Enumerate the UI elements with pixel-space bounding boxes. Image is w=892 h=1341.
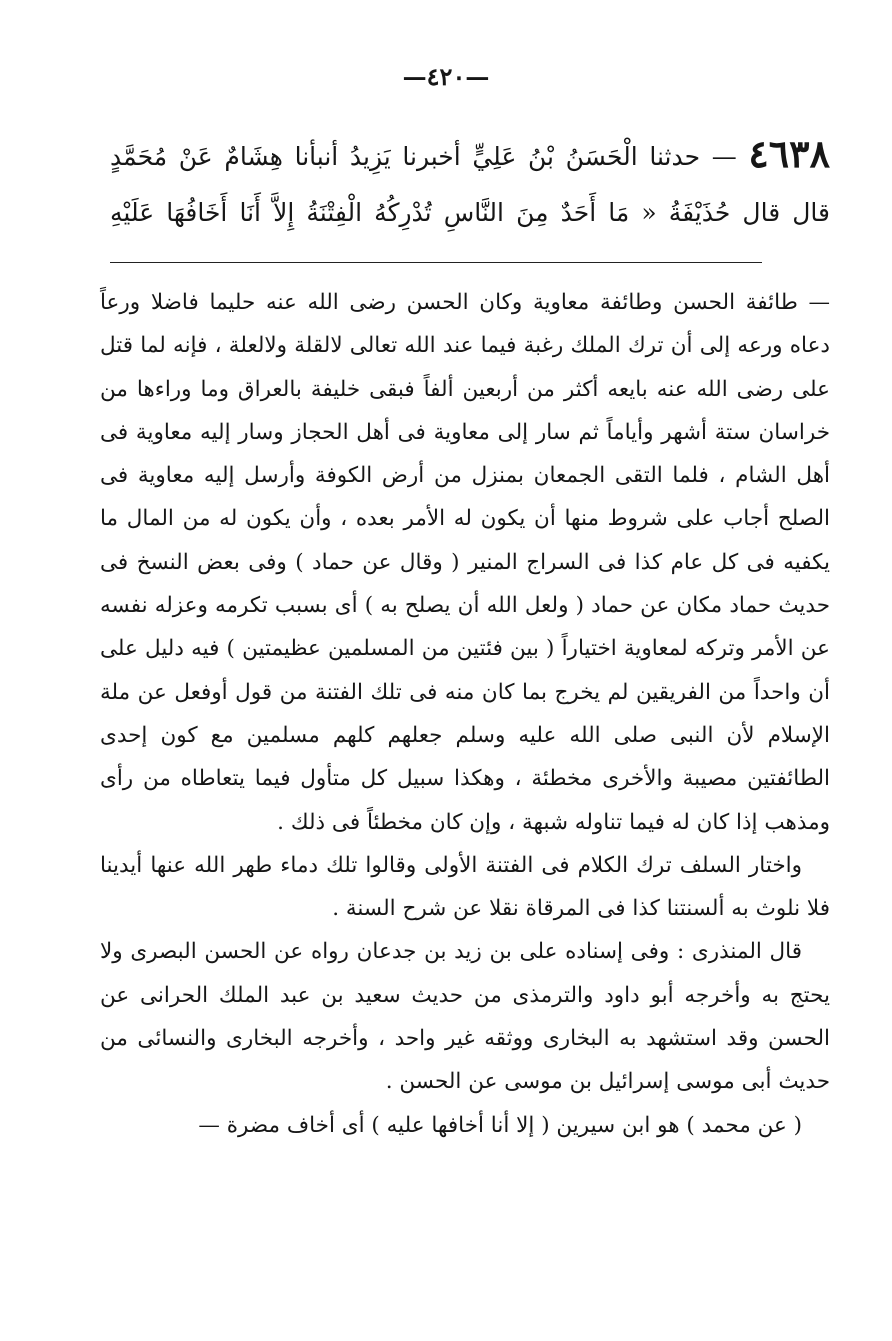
hadith-text-block: [110, 126, 830, 241]
page-number: —٤٢٠—: [402, 62, 490, 91]
hadith-text: — حدثنا الْحَسَنُ بْنُ عَلِيٍّ أخبرنا يَزِيدُ أنبأنا هِشَامٌ عَنْ مُحَمَّدٍ قال قال حُذَيْفَةُ « مَا أَحَدٌ مِنَ النَّاسِ تُدْرِكُهُ الْفِتْنَةُ إِلاَّ أَنَا أَخَافُهَا عَلَيْهِ: [110, 142, 830, 227]
hadith-number: ٤٦٣٨: [748, 131, 830, 176]
commentary-paragraph: ( عن محمد ) هو ابن سيرين ( إلا أنا أخافها عليه ) أى أخاف مضرة —: [198, 1112, 802, 1138]
commentary-paragraph: قال المنذرى : وفى إسناده على بن زيد بن جدعان رواه عن الحسن البصرى ولا يحتج به وأخرجه أبو داود والترمذى من حديث سعيد بن عبد الملك الحرانى عن الحسن وقد استشهد به البخارى ووثقه غير واحد ، وأخرجه البخارى والنسائى من حديث أبى موسى إسرائيل بن موسى عن الحسن .: [100, 939, 830, 1095]
commentary-paragraph: — طائفة الحسن وطائفة معاوية وكان الحسن رضى الله عنه حليما فاضلا ورعاً دعاه ورعه إلى أن ترك الملك رغبة فيما عند الله تعالى لالقلة ولالعلة ، فإنه لما قتل على رضى الله عنه بايعه أكثر من أربعين ألفاً فبقى خليفة بالعراق وما وراءها من خراسان ستة أشهر وأياماً ثم سار إلى معاوية فى أهل الحجاز وسار إليه معاوية فى أهل الشام ، فلما التقى الجمعان بمنزل من أرض الكوفة وأرسل إليه معاوية فى الصلح أجاب على شروط منها أن يكون له الأمر بعده ، وأن يكون له من المال ما يكفيه فى كل عام كذا فى السراج المنير ( وقال عن حماد ) وفى بعض النسخ فى حديث حماد مكان عن حماد ( ولعل الله أن يصلح به ) أى بسبب تكرمه وعزله نفسه عن الأمر وتركه لمعاوية اختياراً ( بين فئتين من المسلمين عظيمتين ) فيه دليل على أن واحداً من الفريقين لم يخرج بما كان منه فى تلك الفتنة من قول أوفعل عن ملة الإسلام لأن النبى صلى الله عليه وسلم جعلهم كلهم مسلمين مع كون إحدى الطائفتين مصيبة والأخرى مخطئة ، وهكذا سبيل كل متأول فيما يتعاطاه من رأى ومذهب إذا كان له فيما تناوله شبهة ، وإن كان مخطئاً فى ذلك .: [100, 290, 831, 835]
commentary-paragraph: واختار السلف ترك الكلام فى الفتنة الأولى وقالوا تلك دماء طهر الله عنها أيدينا فلا نلوث به ألسنتنا كذا فى المرقاة نقلا عن شرح السنة .: [100, 852, 830, 922]
commentary-block: [100, 281, 830, 1147]
separator-rule: [110, 262, 762, 263]
